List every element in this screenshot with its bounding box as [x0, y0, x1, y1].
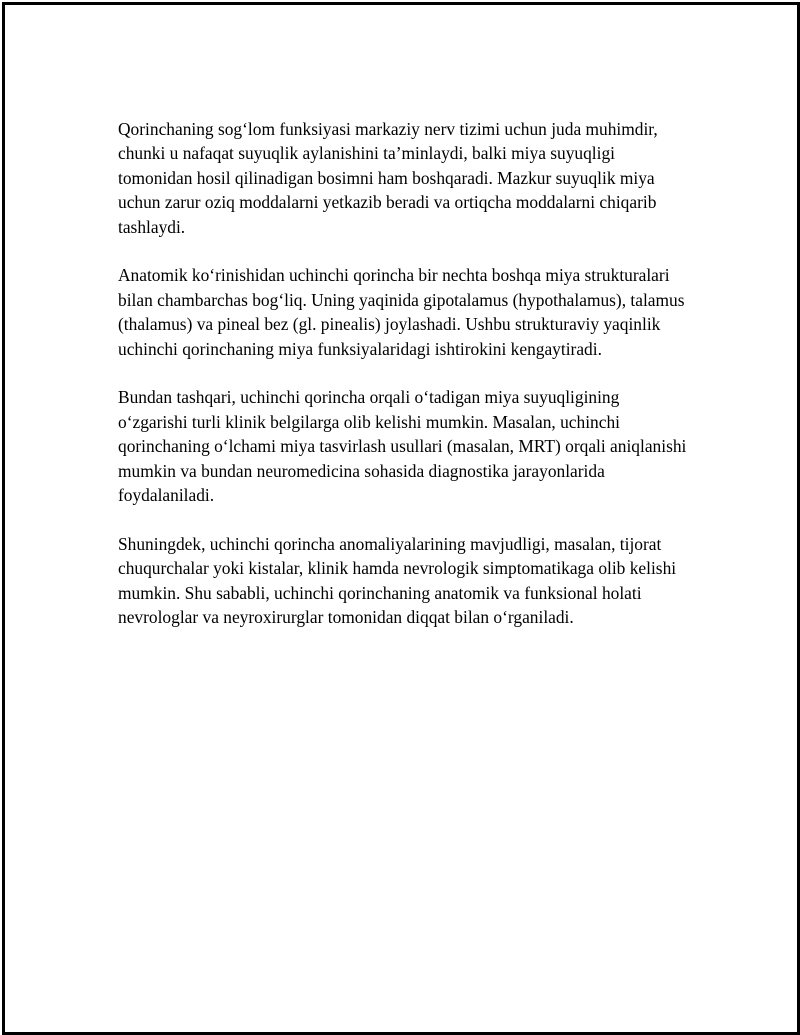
paragraph-1: Qorinchaning sog‘lom funksiyasi markaziy nerv tizimi uchun juda muhimdir, chunki u nafaqat suyuqlik aylanishini ta’minlaydi, balki miya suyuqligi tomonidan hosil qilinadigan bosimni ham boshqaradi. Mazkur suyuqlik miya uchun zarur oziq moddalarni yetkazib beradi va ortiqcha moddalarni chiqarib tashlaydi. — [118, 119, 658, 237]
paragraph-4: Shuningdek, uchinchi qorincha anomaliyalarining mavjudligi, masalan, tijorat chuqurchalar yoki kistalar, klinik hamda nevrologik simptomatikaga olib kelishi mumkin. Shu sababli, uchinchi qorinchaning anatomik va funksional holati nevrologlar va neyroxirurglar tomonidan diqqat bilan o‘rganiladi. — [118, 533, 677, 628]
document-body — [118, 117, 688, 654]
paragraph-3: Bundan tashqari, uchinchi qorincha orqali o‘tadigan miya suyuqligining o‘zgarishi turli klinik belgilarga olib kelishi mumkin. Masalan, uchinchi qorinchaning o‘lchami miya tasvirlash usullari (masalan, MRT) orqali aniqlanishi mumkin va bundan neuromedicina sohasida diagnostika jarayonlarida foydalaniladi. — [118, 387, 687, 506]
paragraph-2: Anatomik ko‘rinishidan uchinchi qorincha bir nechta boshqa miya strukturalari bilan chambarchas bog‘liq. Uning yaqinida gipotalamus (hypothalamus), talamus (thalamus) va pineal bez (gl. pinealis) joylashadi. Ushbu strukturaviy yaqinlik uchinchi qorinchaning miya funksiyalaridagi ishtirokini kengaytiradi. — [118, 265, 685, 359]
